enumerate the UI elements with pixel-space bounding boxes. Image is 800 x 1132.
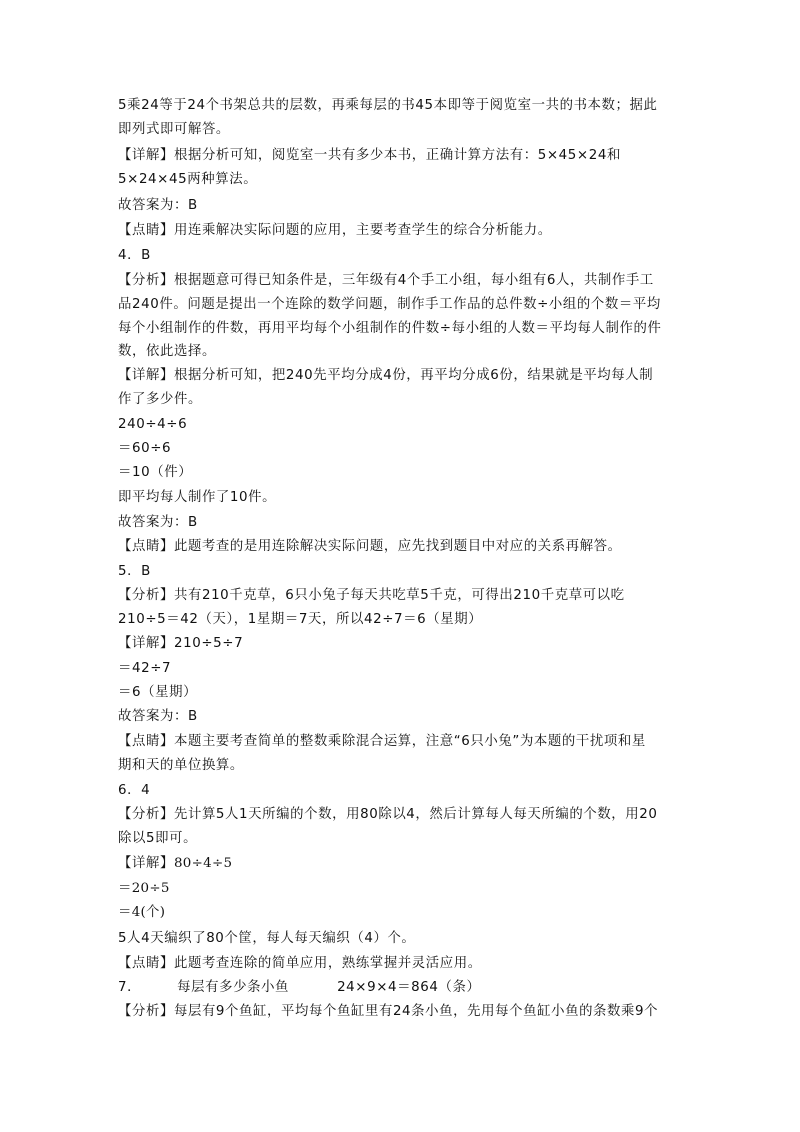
math-expression: ＝20÷5 [118, 881, 170, 896]
text-line: 【详解】根据分析可知，把240先平均分成4份，再平均分成6份，结果就是平均每人制 [118, 368, 654, 383]
text-line: 即平均每人制作了10件。 [118, 490, 277, 505]
math-expression: 80÷4÷5 [173, 856, 233, 871]
text-line: 【分析】每层有9个鱼缸，平均每个鱼缸里有24条小鱼，先用每个鱼缸小鱼的条数乘9个 [118, 1004, 659, 1019]
text-line: 期和天的单位换算。 [118, 758, 244, 773]
item-number: 7． [118, 980, 142, 995]
text-line: 【点睛】此题考查的是用连除解决实际问题，应先找到题目中对应的关系再解答。 [118, 539, 622, 554]
text-line: 故答案为：B [118, 515, 198, 530]
text-line: 品240件。问题是提出一个连除的数学问题，制作手工作品的总件数÷小组的个数＝平均 [118, 297, 661, 312]
text-line: 除以5即可。 [118, 831, 198, 846]
text-line: 【点睛】用连乘解决实际问题的应用，主要考查学生的综合分析能力。 [118, 223, 552, 238]
text-line: 5人4天编织了80个筐，每人每天编织（4）个。 [118, 931, 416, 946]
answer-heading: 4．B [118, 248, 151, 263]
text-line: 5×24×45两种算法。 [118, 172, 258, 187]
equation-line: ＝6（星期） [118, 685, 198, 700]
text-line: 210÷5＝42（天），1星期＝7天，所以42÷7＝6（星期） [118, 612, 483, 627]
item-7-line [118, 979, 678, 997]
text-line: 【详解】210÷5÷7 [118, 636, 244, 651]
text-line: 即列式即可解答。 [118, 122, 230, 137]
item-question: 每层有多少条小鱼 [177, 980, 290, 995]
text-line: 【点睛】本题主要考查简单的整数乘除混合运算，注意“6只小兔”为本题的干扰项和星 [118, 734, 646, 749]
text-line: 【分析】根据题意可得已知条件是，三年级有4个手工小组，每小组有6人，共制作手工 [118, 273, 654, 288]
detail-math-line [118, 855, 678, 873]
text-line: 数，依此选择。 [118, 344, 216, 359]
answer-heading: 6．4 [118, 783, 151, 798]
text-line: 故答案为：B [118, 198, 198, 213]
text-line: 作了多少件。 [118, 392, 202, 407]
equation-line: ＝42÷7 [118, 661, 172, 676]
answer-heading: 5．B [118, 564, 151, 579]
text-line: 5乘24等于24个书架总共的层数，再乘每层的书45本即等于阅览室一共的书本数；据此 [118, 98, 658, 113]
text-line: 【分析】共有210千克草，6只小兔子每天共吃草5千克，可得出210千克草可以吃 [118, 588, 625, 603]
text-line: 每个小组制作的件数，再用平均每个小组制作的件数÷每小组的人数＝平均每人制作的件 [118, 321, 662, 336]
detail-label: 【详解】 [118, 856, 174, 871]
math-expression: ＝4(个) [118, 905, 166, 920]
text-line: 故答案为：B [118, 709, 198, 724]
text-line: 【详解】根据分析可知，阅览室一共有多少本书，正确计算方法有：5×45×24和 [118, 148, 621, 163]
equation-line: ＝10（件） [118, 465, 193, 480]
equation-line: 240÷4÷6 [118, 417, 188, 432]
text-line: 【分析】先计算5人1天所编的个数，用80除以4，然后计算每人每天所编的个数，用20 [118, 807, 658, 822]
equation-line: ＝60÷6 [118, 441, 172, 456]
item-formula: 24×9×4＝864（条） [337, 980, 481, 995]
text-line: 【点睛】此题考查连除的简单应用，熟练掌握并灵活应用。 [118, 956, 482, 971]
